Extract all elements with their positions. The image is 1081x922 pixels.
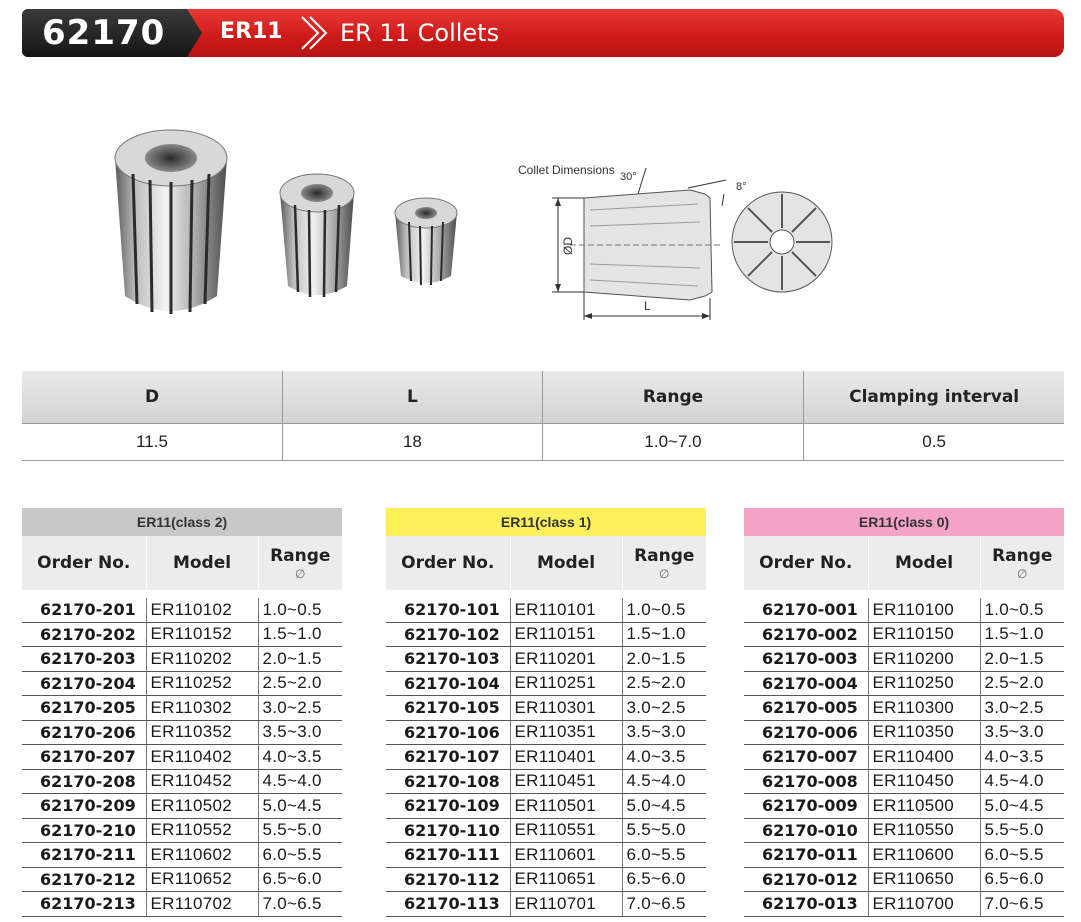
table-row bbox=[22, 843, 342, 868]
spec-value-range: 1.0~7.0 bbox=[542, 424, 803, 461]
model-cell: ER110351 bbox=[510, 720, 622, 745]
header-range-label: Range bbox=[270, 545, 331, 566]
order-no-cell: 62170-201 bbox=[22, 598, 146, 622]
range-cell: 2.0~1.5 bbox=[258, 647, 342, 672]
range-cell: 5.0~4.5 bbox=[980, 794, 1064, 819]
order-no-cell: 62170-213 bbox=[22, 892, 146, 917]
table-row bbox=[22, 794, 342, 819]
header-banner bbox=[22, 9, 1064, 57]
order-no-cell: 62170-008 bbox=[744, 769, 868, 794]
page-title: ER 11 Collets bbox=[340, 19, 500, 47]
drawing-angle-right: 8° bbox=[736, 181, 747, 193]
range-cell: 4.5~4.0 bbox=[980, 769, 1064, 794]
model-cell: ER110302 bbox=[146, 696, 258, 721]
model-cell: ER110450 bbox=[868, 769, 980, 794]
model-cell: ER110402 bbox=[146, 745, 258, 770]
header-model: Model bbox=[146, 536, 258, 590]
range-cell: 5.0~4.5 bbox=[258, 794, 342, 819]
model-cell: ER110200 bbox=[868, 647, 980, 672]
header-model: Model bbox=[510, 536, 622, 590]
order-table-class-1 bbox=[386, 508, 706, 917]
model-cell: ER110701 bbox=[510, 892, 622, 917]
model-cell: ER110101 bbox=[510, 598, 622, 622]
range-cell: 7.0~6.5 bbox=[258, 892, 342, 917]
range-cell: 1.0~0.5 bbox=[622, 598, 706, 622]
collet-medium bbox=[280, 174, 354, 297]
table-row bbox=[386, 818, 706, 843]
table-row bbox=[22, 720, 342, 745]
model-cell: ER110451 bbox=[510, 769, 622, 794]
order-no-cell: 62170-110 bbox=[386, 818, 510, 843]
model-cell: ER110600 bbox=[868, 843, 980, 868]
range-cell: 2.5~2.0 bbox=[258, 671, 342, 696]
header-model: Model bbox=[868, 536, 980, 590]
table-row bbox=[22, 769, 342, 794]
table-row bbox=[22, 647, 342, 672]
range-cell: 3.0~2.5 bbox=[980, 696, 1064, 721]
order-no-cell: 62170-204 bbox=[22, 671, 146, 696]
table-row bbox=[386, 745, 706, 770]
range-cell: 3.5~3.0 bbox=[258, 720, 342, 745]
range-cell: 3.0~2.5 bbox=[258, 696, 342, 721]
table-row bbox=[744, 818, 1064, 843]
table-row bbox=[744, 671, 1064, 696]
order-no-cell: 62170-009 bbox=[744, 794, 868, 819]
order-table-class-2 bbox=[22, 508, 342, 917]
model-cell: ER110502 bbox=[146, 794, 258, 819]
spec-value-d: 11.5 bbox=[22, 424, 283, 461]
table-row bbox=[744, 622, 1064, 647]
class-label: ER11(class 2) bbox=[22, 508, 342, 536]
order-no-cell: 62170-007 bbox=[744, 745, 868, 770]
header-order-no: Order No. bbox=[386, 536, 510, 590]
model-cell: ER110550 bbox=[868, 818, 980, 843]
range-cell: 4.5~4.0 bbox=[258, 769, 342, 794]
header-range bbox=[980, 536, 1064, 590]
diameter-icon: ∅ bbox=[1017, 566, 1028, 581]
range-cell: 1.0~0.5 bbox=[258, 598, 342, 622]
series-label: ER11 bbox=[220, 19, 283, 44]
range-cell: 5.5~5.0 bbox=[980, 818, 1064, 843]
table-row bbox=[744, 769, 1064, 794]
range-cell: 3.5~3.0 bbox=[622, 720, 706, 745]
drawing-label: Collet Dimensions bbox=[518, 163, 615, 177]
table-row bbox=[386, 720, 706, 745]
order-no-cell: 62170-205 bbox=[22, 696, 146, 721]
table-row bbox=[386, 598, 706, 622]
range-cell: 1.5~1.0 bbox=[980, 622, 1064, 647]
model-cell: ER110150 bbox=[868, 622, 980, 647]
range-cell: 6.0~5.5 bbox=[258, 843, 342, 868]
order-no-cell: 62170-212 bbox=[22, 867, 146, 892]
order-no-cell: 62170-107 bbox=[386, 745, 510, 770]
model-cell: ER110151 bbox=[510, 622, 622, 647]
table-row bbox=[386, 696, 706, 721]
model-cell: ER110650 bbox=[868, 867, 980, 892]
order-no-cell: 62170-113 bbox=[386, 892, 510, 917]
table-row bbox=[386, 769, 706, 794]
drawing-angle-top: 30° bbox=[620, 171, 637, 183]
header-range-label: Range bbox=[634, 545, 695, 566]
order-no-cell: 62170-003 bbox=[744, 647, 868, 672]
model-cell: ER110352 bbox=[146, 720, 258, 745]
order-no-cell: 62170-002 bbox=[744, 622, 868, 647]
collet-small bbox=[395, 198, 457, 285]
header-range bbox=[258, 536, 342, 590]
order-no-cell: 62170-103 bbox=[386, 647, 510, 672]
table-row bbox=[22, 818, 342, 843]
model-cell: ER110602 bbox=[146, 843, 258, 868]
order-no-cell: 62170-206 bbox=[22, 720, 146, 745]
collet-large bbox=[115, 130, 227, 314]
range-cell: 7.0~6.5 bbox=[980, 892, 1064, 917]
class-label: ER11(class 1) bbox=[386, 508, 706, 536]
table-row bbox=[386, 892, 706, 917]
range-cell: 5.5~5.0 bbox=[622, 818, 706, 843]
table-row bbox=[386, 867, 706, 892]
order-no-cell: 62170-209 bbox=[22, 794, 146, 819]
order-no-cell: 62170-006 bbox=[744, 720, 868, 745]
range-cell: 2.0~1.5 bbox=[980, 647, 1064, 672]
order-no-cell: 62170-012 bbox=[744, 867, 868, 892]
collet-dimension-drawing bbox=[510, 150, 870, 330]
order-no-cell: 62170-108 bbox=[386, 769, 510, 794]
model-cell: ER110252 bbox=[146, 671, 258, 696]
range-cell: 5.5~5.0 bbox=[258, 818, 342, 843]
range-cell: 2.5~2.0 bbox=[980, 671, 1064, 696]
range-cell: 4.0~3.5 bbox=[980, 745, 1064, 770]
order-no-cell: 62170-010 bbox=[744, 818, 868, 843]
order-no-cell: 62170-106 bbox=[386, 720, 510, 745]
spec-table bbox=[22, 371, 1064, 461]
model-cell: ER110452 bbox=[146, 769, 258, 794]
table-row bbox=[744, 745, 1064, 770]
table-row bbox=[386, 622, 706, 647]
diameter-icon: ∅ bbox=[659, 566, 670, 581]
order-no-cell: 62170-101 bbox=[386, 598, 510, 622]
range-cell: 6.0~5.5 bbox=[622, 843, 706, 868]
range-cell: 4.5~4.0 bbox=[622, 769, 706, 794]
model-cell: ER110100 bbox=[868, 598, 980, 622]
table-row bbox=[386, 843, 706, 868]
order-no-cell: 62170-102 bbox=[386, 622, 510, 647]
spec-value-l: 18 bbox=[283, 424, 543, 461]
range-cell: 3.5~3.0 bbox=[980, 720, 1064, 745]
range-cell: 3.0~2.5 bbox=[622, 696, 706, 721]
model-cell: ER110551 bbox=[510, 818, 622, 843]
table-row bbox=[386, 794, 706, 819]
range-cell: 7.0~6.5 bbox=[622, 892, 706, 917]
order-no-cell: 62170-210 bbox=[22, 818, 146, 843]
model-cell: ER110152 bbox=[146, 622, 258, 647]
order-no-cell: 62170-109 bbox=[386, 794, 510, 819]
table-row bbox=[744, 598, 1064, 622]
spec-header-l: L bbox=[283, 371, 543, 424]
model-cell: ER110102 bbox=[146, 598, 258, 622]
table-row bbox=[386, 671, 706, 696]
spec-header-clamping-interval: Clamping interval bbox=[804, 371, 1064, 424]
model-cell: ER110201 bbox=[510, 647, 622, 672]
range-cell: 4.0~3.5 bbox=[622, 745, 706, 770]
order-no-cell: 62170-105 bbox=[386, 696, 510, 721]
model-cell: ER110601 bbox=[510, 843, 622, 868]
order-no-cell: 62170-208 bbox=[22, 769, 146, 794]
table-row bbox=[22, 867, 342, 892]
collet-end-view bbox=[732, 192, 832, 292]
table-row bbox=[22, 696, 342, 721]
model-cell: ER110350 bbox=[868, 720, 980, 745]
order-no-cell: 62170-104 bbox=[386, 671, 510, 696]
table-row bbox=[744, 843, 1064, 868]
model-cell: ER110251 bbox=[510, 671, 622, 696]
range-cell: 6.5~6.0 bbox=[980, 867, 1064, 892]
order-table-class-0 bbox=[744, 508, 1064, 917]
table-row bbox=[744, 794, 1064, 819]
range-cell: 2.0~1.5 bbox=[622, 647, 706, 672]
header-range bbox=[622, 536, 706, 590]
model-cell: ER110652 bbox=[146, 867, 258, 892]
order-no-cell: 62170-013 bbox=[744, 892, 868, 917]
spec-value-clamping-interval: 0.5 bbox=[804, 424, 1064, 461]
order-no-cell: 62170-211 bbox=[22, 843, 146, 868]
model-cell: ER110401 bbox=[510, 745, 622, 770]
spec-header-d: D bbox=[22, 371, 283, 424]
table-row bbox=[22, 622, 342, 647]
table-row bbox=[22, 892, 342, 917]
header-order-no: Order No. bbox=[22, 536, 146, 590]
order-no-cell: 62170-005 bbox=[744, 696, 868, 721]
model-cell: ER110702 bbox=[146, 892, 258, 917]
model-cell: ER110651 bbox=[510, 867, 622, 892]
range-cell: 4.0~3.5 bbox=[258, 745, 342, 770]
table-row bbox=[22, 671, 342, 696]
header-range-label: Range bbox=[992, 545, 1053, 566]
range-cell: 6.5~6.0 bbox=[258, 867, 342, 892]
model-cell: ER110202 bbox=[146, 647, 258, 672]
drawing-dim-d: ØD bbox=[561, 237, 575, 255]
order-no-cell: 62170-202 bbox=[22, 622, 146, 647]
model-cell: ER110700 bbox=[868, 892, 980, 917]
order-no-cell: 62170-203 bbox=[22, 647, 146, 672]
range-cell: 5.0~4.5 bbox=[622, 794, 706, 819]
model-cell: ER110300 bbox=[868, 696, 980, 721]
table-row bbox=[744, 867, 1064, 892]
class-label: ER11(class 0) bbox=[744, 508, 1064, 536]
order-no-cell: 62170-111 bbox=[386, 843, 510, 868]
range-cell: 1.5~1.0 bbox=[258, 622, 342, 647]
table-row bbox=[386, 647, 706, 672]
model-cell: ER110500 bbox=[868, 794, 980, 819]
model-cell: ER110250 bbox=[868, 671, 980, 696]
table-row bbox=[744, 647, 1064, 672]
model-cell: ER110400 bbox=[868, 745, 980, 770]
table-row bbox=[22, 745, 342, 770]
order-no-cell: 62170-001 bbox=[744, 598, 868, 622]
spec-header-range: Range bbox=[542, 371, 803, 424]
chevron-right-icon bbox=[294, 11, 334, 55]
order-no-cell: 62170-207 bbox=[22, 745, 146, 770]
table-row bbox=[744, 720, 1064, 745]
range-cell: 6.0~5.5 bbox=[980, 843, 1064, 868]
drawing-dim-l: L bbox=[644, 299, 651, 313]
table-row bbox=[744, 696, 1064, 721]
order-no-cell: 62170-112 bbox=[386, 867, 510, 892]
model-cell: ER110501 bbox=[510, 794, 622, 819]
diameter-icon: ∅ bbox=[295, 566, 306, 581]
range-cell: 2.5~2.0 bbox=[622, 671, 706, 696]
collet-product-image bbox=[95, 108, 485, 338]
range-cell: 1.0~0.5 bbox=[980, 598, 1064, 622]
model-cell: ER110301 bbox=[510, 696, 622, 721]
header-order-no: Order No. bbox=[744, 536, 868, 590]
order-no-cell: 62170-011 bbox=[744, 843, 868, 868]
table-row bbox=[22, 598, 342, 622]
order-no-cell: 62170-004 bbox=[744, 671, 868, 696]
range-cell: 6.5~6.0 bbox=[622, 867, 706, 892]
table-row bbox=[744, 892, 1064, 917]
product-code: 62170 bbox=[42, 13, 166, 53]
model-cell: ER110552 bbox=[146, 818, 258, 843]
range-cell: 1.5~1.0 bbox=[622, 622, 706, 647]
